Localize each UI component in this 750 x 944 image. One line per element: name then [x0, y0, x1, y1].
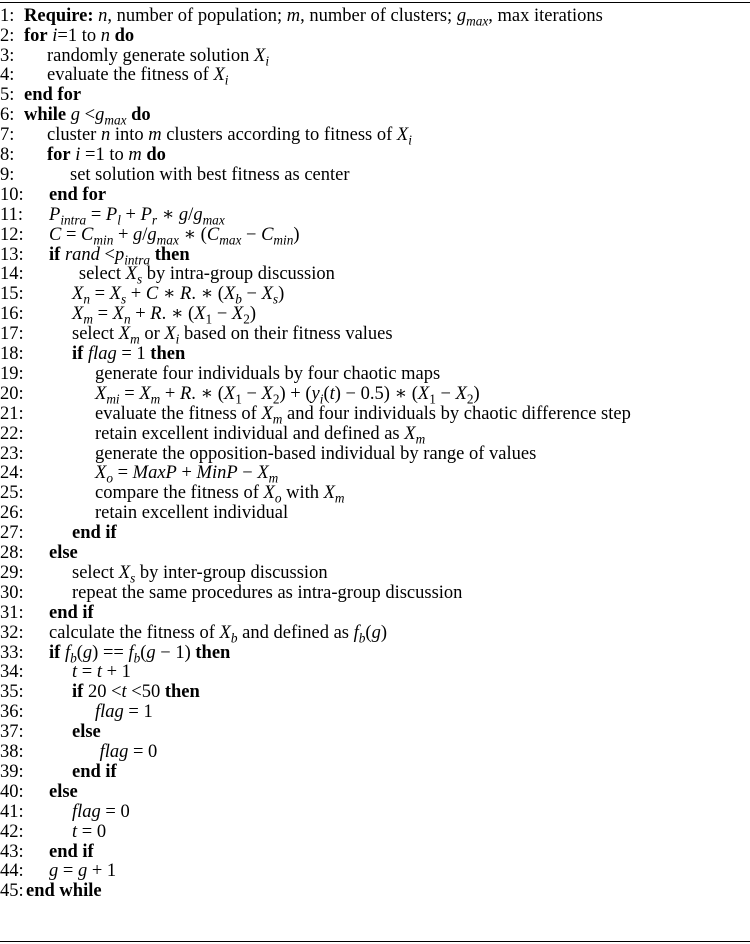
line-number: 4: — [0, 65, 15, 86]
line-content: $X_m = X_n + R$. ∗ $(X_1 - X_2)$ — [72, 304, 257, 327]
algorithm-line — [0, 65, 750, 89]
line-number: 12: — [0, 224, 24, 245]
line-content: end if — [72, 761, 117, 782]
line-content: $X_o$ = MaxP + MinP − $X_m$ — [95, 463, 279, 487]
line-number: 3: — [0, 45, 15, 66]
line-content: flag = 0 — [99, 742, 158, 763]
algorithm-line — [0, 504, 750, 524]
line-content: end for — [24, 85, 82, 106]
line-number: 35: — [0, 682, 24, 703]
line-content: evaluate the fitness of $X_i$ — [47, 65, 229, 89]
line-content: if $f_b(g) == f_b(g - 1)$ then — [49, 642, 231, 666]
line-number: 18: — [0, 344, 24, 365]
algorithm-line — [0, 264, 750, 288]
line-number: 40: — [0, 781, 24, 802]
algorithm-line — [0, 244, 750, 268]
line-number: 19: — [0, 363, 24, 384]
line-number: 34: — [0, 662, 24, 683]
line-number: 39: — [0, 761, 24, 782]
algorithm-line — [0, 185, 750, 205]
algorithm-line — [0, 403, 750, 427]
line-number: 7: — [0, 125, 15, 146]
line-number: 32: — [0, 622, 24, 643]
line-content: evaluate the fitness of $X_m$ and four individuals by chaotic difference step — [95, 403, 631, 427]
line-content: select $X_s$ by inter-group discussion — [72, 562, 328, 586]
algorithm-line — [0, 762, 750, 782]
line-content: if 20 <t <50 then — [72, 682, 200, 703]
algorithm-line — [0, 583, 750, 603]
line-content: compare the fitness of $X_o$ with $X_m$ — [95, 483, 345, 506]
algorithm-line — [0, 562, 750, 586]
line-content: calculate the fitness of $X_b$ and defined as $f_b(g)$ — [49, 622, 388, 646]
line-content: else — [72, 722, 101, 743]
algorithm-line — [0, 683, 750, 703]
line-content: while $g <g_{max}$ do — [24, 105, 151, 128]
algorithm-line — [0, 364, 750, 384]
algorithm-line — [0, 882, 750, 902]
line-number: 45: — [0, 881, 24, 902]
algorithm-line — [0, 165, 750, 185]
line-number: 25: — [0, 483, 24, 504]
algorithm-line — [0, 663, 750, 683]
algorithm-line — [0, 543, 750, 563]
line-number: 29: — [0, 562, 24, 583]
line-content: t = t + 1 — [72, 662, 131, 683]
line-number: 22: — [0, 423, 24, 444]
line-content: Require: n, number of population; m, number of clusters; $g_{max}$, max iterations — [24, 5, 603, 29]
algorithm-line — [0, 444, 750, 464]
algorithm-line — [0, 642, 750, 666]
line-number: 8: — [0, 145, 15, 166]
line-content: for i=1 to n do — [24, 25, 135, 46]
line-number: 26: — [0, 503, 24, 524]
line-number: 5: — [0, 85, 15, 106]
line-content: else — [49, 543, 78, 564]
line-number: 33: — [0, 642, 24, 663]
line-content: end for — [49, 184, 107, 205]
line-number: 20: — [0, 383, 24, 404]
line-content: $X_n = X_s + C$ ∗ R. ∗ $(X_b - X_s)$ — [72, 284, 285, 307]
line-number: 37: — [0, 722, 24, 743]
line-content: generate the opposition-based individual by range of values — [95, 443, 537, 464]
algorithm-line — [0, 45, 750, 69]
algorithm-line — [0, 722, 750, 742]
algorithm-line — [0, 842, 750, 862]
line-number: 2: — [0, 25, 15, 46]
algorithm-line — [0, 822, 750, 842]
line-content: end if — [72, 523, 117, 544]
line-number: 6: — [0, 105, 15, 126]
line-content: end if — [49, 841, 94, 862]
line-number: 9: — [0, 164, 15, 185]
line-number: 21: — [0, 403, 24, 424]
line-content: flag = 0 — [72, 801, 130, 822]
algorithm-line — [0, 106, 750, 126]
algorithm-line — [0, 423, 750, 447]
algorithm-line — [0, 523, 750, 543]
line-number: 24: — [0, 463, 24, 484]
line-content: else — [49, 781, 78, 802]
line-content: select $X_s$ by intra-group discussion — [78, 264, 335, 288]
algorithm-line — [0, 5, 750, 29]
line-content: end if — [49, 602, 94, 623]
line-content: retain excellent individual and defined as $X_m$ — [95, 423, 426, 447]
line-content: $P_{intra} = P_l + P_r$ ∗ $g/g_{max}$ — [49, 204, 225, 228]
line-content: end while — [26, 881, 102, 902]
algorithm-line — [0, 742, 750, 762]
algorithm-line — [0, 603, 750, 623]
algorithm-line — [0, 463, 750, 487]
line-number: 14: — [0, 264, 24, 285]
line-number: 13: — [0, 244, 24, 265]
algorithm-line — [0, 703, 750, 723]
algorithm-line — [0, 285, 750, 305]
line-number: 27: — [0, 523, 24, 544]
line-number: 44: — [0, 861, 24, 882]
line-number: 1: — [0, 5, 15, 26]
line-content: cluster n into m clusters according to fitness of $X_i$ — [47, 125, 412, 148]
line-number: 15: — [0, 284, 24, 305]
algorithm-line — [0, 802, 750, 822]
algorithm-line — [0, 125, 750, 148]
algorithm-line — [0, 383, 750, 407]
algorithm-line — [0, 145, 750, 165]
algorithm-line — [0, 204, 750, 228]
line-content: generate four individuals by four chaotic maps — [95, 363, 441, 384]
line-content: if rand $<p_{intra}$ then — [49, 244, 190, 268]
line-number: 41: — [0, 801, 24, 822]
algorithm-line — [0, 86, 750, 106]
line-number: 43: — [0, 841, 24, 862]
line-content: repeat the same procedures as intra-group discussion — [72, 582, 463, 603]
line-content: $C = C_{min} + g/g_{max}$ ∗ $(C_{max} - C_{min})$ — [49, 224, 300, 248]
line-content: if flag = 1 then — [72, 344, 186, 365]
algorithm-line — [0, 305, 750, 325]
line-number: 10: — [0, 184, 24, 205]
line-content: randomly generate solution $X_i$ — [47, 45, 270, 69]
line-content: $X_{mi} = X_m + R$. ∗ $(X_1 - X_2) + (y_i(t) - 0.5)$ ∗ $(X_1 - X_2)$ — [95, 383, 480, 407]
line-content: for i =1 to m do — [47, 145, 166, 166]
bottom-rule — [0, 941, 750, 942]
algorithm-line — [0, 344, 750, 364]
algorithm-line — [0, 324, 750, 347]
algorithm-line — [0, 782, 750, 802]
line-number: 17: — [0, 324, 24, 345]
line-number: 38: — [0, 742, 24, 763]
line-content: set solution with best fitness as center — [70, 164, 350, 185]
line-number: 30: — [0, 582, 24, 603]
algorithm-line — [0, 862, 750, 882]
line-content: retain excellent individual — [95, 503, 289, 524]
line-number: 11: — [0, 204, 23, 225]
top-rule — [0, 2, 750, 3]
algorithm-line — [0, 224, 750, 248]
line-number: 23: — [0, 443, 24, 464]
line-number: 16: — [0, 304, 24, 325]
line-content: t = 0 — [72, 821, 107, 842]
line-number: 31: — [0, 602, 24, 623]
line-number: 42: — [0, 821, 24, 842]
line-content: flag = 1 — [95, 702, 153, 723]
line-number: 28: — [0, 543, 24, 564]
algorithm-line — [0, 484, 750, 504]
line-content: g = g + 1 — [49, 861, 117, 882]
line-number: 36: — [0, 702, 24, 723]
algorithm-line — [0, 26, 750, 46]
line-content: select $X_m$ or $X_i$ based on their fitness values — [72, 324, 393, 347]
algorithm-line — [0, 622, 750, 646]
